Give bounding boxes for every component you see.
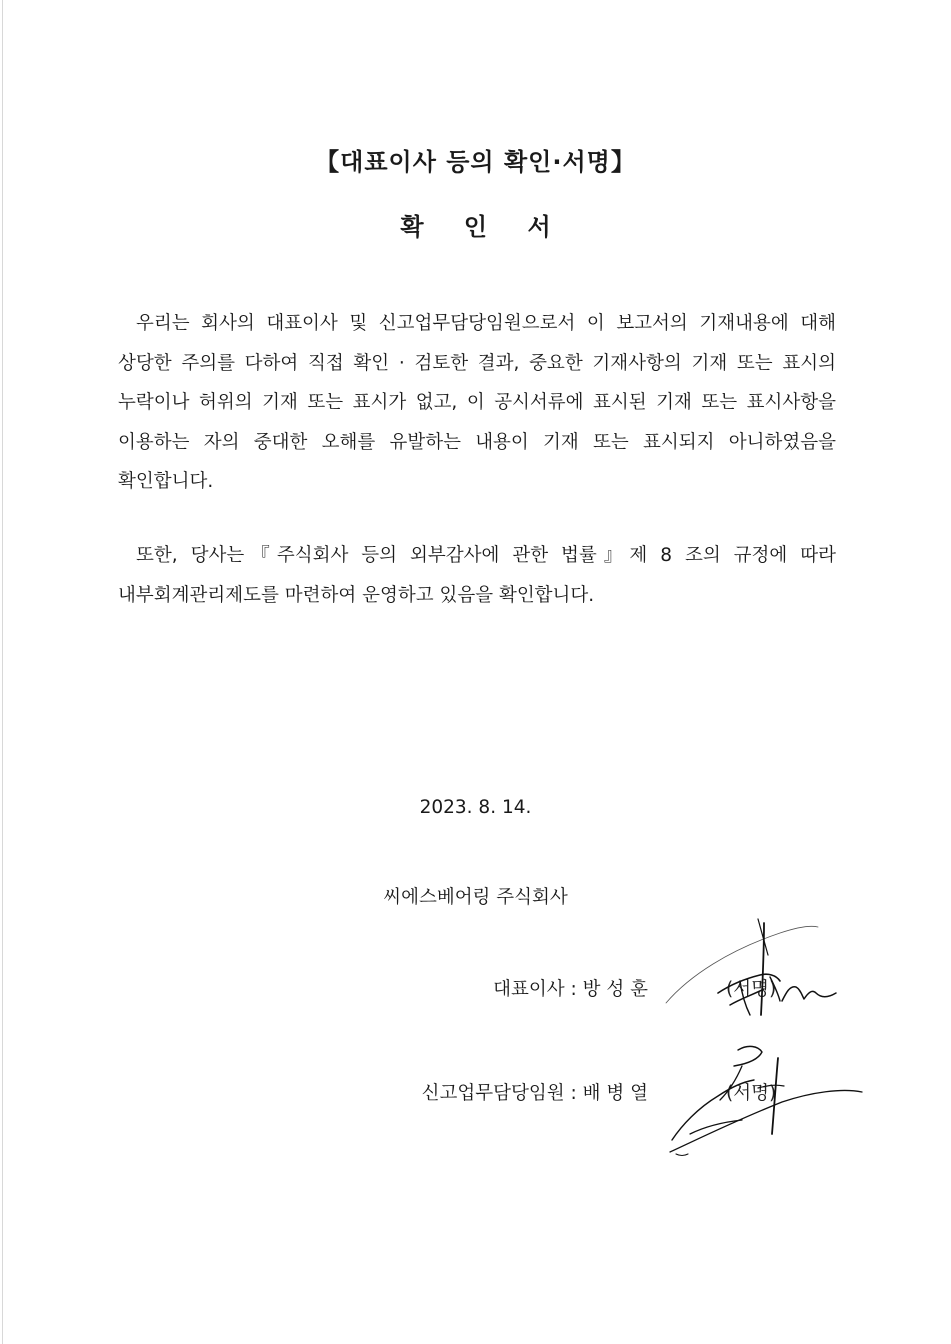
- ceo-signature-row: [0, 975, 648, 1005]
- confirmation-paragraph: 우리는 회사의 대표이사 및 신고업무담당임원으로서 이 보고서의 기재내용에 대해 상당한 주의를 다하여 직접 확인 · 검토한 결과, 중요한 기재사항의 기재 또는 표시의 누락이나 허위의 기재 또는 표시가 없고, 이 공시서류에 표시된 기재 또는 표시사항을 이용하는 자의 중대한 오해를 유발하는 내용이 기재 또는 표시되지 아니하였음을 확인합니다.: [118, 313, 836, 492]
- company-name: 씨에스베어링 주식회사: [383, 887, 568, 908]
- document-date: 2023. 8. 14.: [419, 797, 532, 818]
- ceo-handwritten-signature: [660, 915, 850, 1025]
- officer-signature-row: [0, 1079, 648, 1109]
- internal-control-paragraph: 또한, 당사는『주식회사 등의 외부감사에 관한 법률』제 8 조의 규정에 따라 내부회계관리제도를 마련하여 운영하고 있음을 확인합니다.: [118, 545, 836, 606]
- document-title: 【대표이사 등의 확인·서명】: [315, 148, 636, 176]
- ceo-label: 대표이사 : 방 성 훈: [493, 979, 648, 1000]
- officer-seal-text: (서명): [726, 1083, 777, 1104]
- ceo-seal-text: (서명): [726, 979, 777, 1000]
- officer-label: 신고업무담당임원 : 배 병 열: [421, 1083, 648, 1104]
- page-edge: [2, 0, 3, 1344]
- document-subtitle: 확 인 서: [400, 213, 567, 241]
- officer-handwritten-signature: [662, 1030, 872, 1160]
